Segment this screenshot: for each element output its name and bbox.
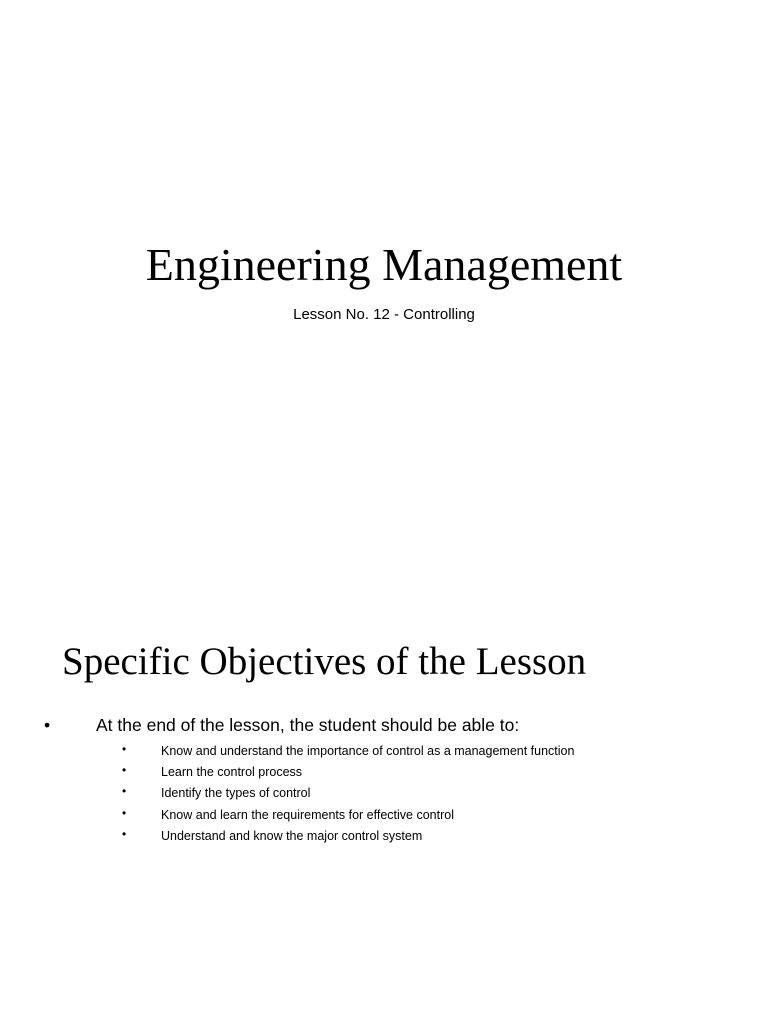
objectives-slide — [0, 512, 768, 1024]
bullet-icon: • — [44, 715, 51, 735]
objective-text: Understand and know the major control system — [161, 828, 423, 843]
bullet-icon: • — [122, 742, 127, 756]
objectives-list — [0, 741, 768, 847]
bullet-icon: • — [122, 763, 127, 778]
objective-text: Identify the types of control — [161, 786, 311, 801]
objectives-heading: Specific Objectives of the Lesson — [62, 640, 587, 683]
lesson-subtitle: Lesson No. 12 - Controlling — [293, 306, 475, 323]
bullet-icon: • — [122, 805, 127, 820]
list-item — [0, 741, 768, 762]
list-item — [0, 805, 768, 826]
list-item — [0, 762, 768, 783]
bullet-icon: • — [122, 784, 127, 799]
list-item — [0, 783, 768, 804]
objective-text: Know and learn the requirements for effective control — [161, 807, 454, 822]
bullet-icon: • — [122, 826, 127, 841]
course-title: Engineering Management — [145, 239, 623, 290]
objective-text: Know and understand the importance of control as a management function — [161, 744, 575, 758]
list-item — [0, 826, 768, 847]
objective-text: Learn the control process — [161, 765, 303, 780]
intro-text: At the end of the lesson, the student should be able to: — [96, 715, 520, 735]
